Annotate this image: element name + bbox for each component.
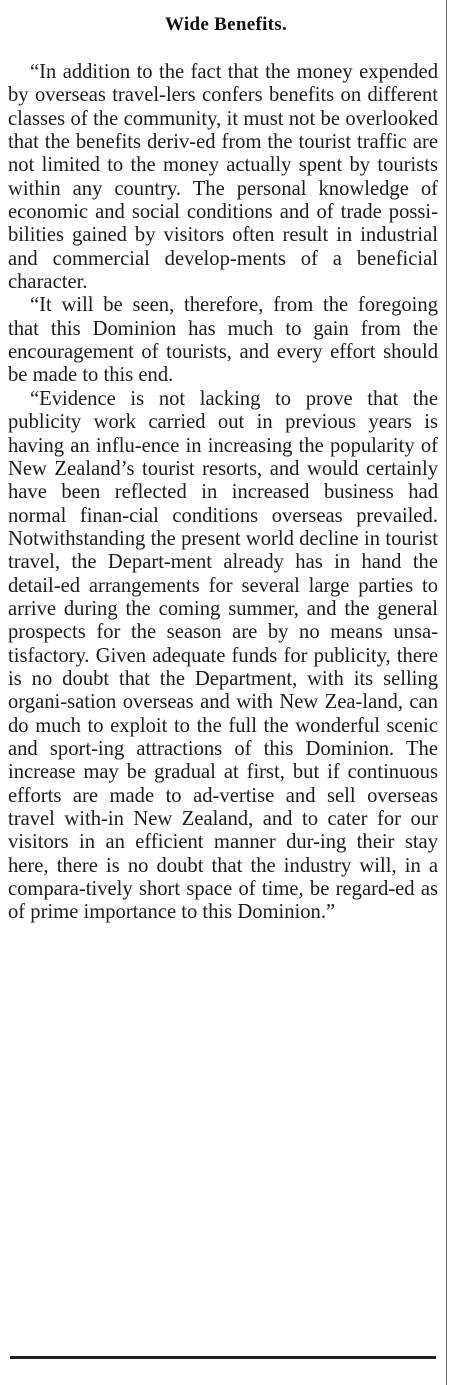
paragraph-evidence: “Evidence is not lacking to prove that the publicity work carried out in previous years is having an influ-ence in increasing the popularity of New Zealand’s tourist resorts, and would certainly have been reflected in increased business had normal finan-cial conditions overseas prevailed. Notwithstanding the present world decline in tourist travel, the Depart-ment already has in hand the detail-ed arrangements for several large parties to arrive during the coming summer, and the general prospects for the season are by no means unsa-tisfactory. Given adequate funds for publicity, there is no doubt that the Department, with its selling organi-sation overseas and with New Zea-land, can do much to exploit to the full the wonderful scenic and sport-ing attractions of this Dominion. The increase may be gradual at first, but if continuous efforts are made to ad-vertise and sell overseas travel with-in New Zealand, and to cater for our visitors in an efficient manner dur-ing their stay here, there is no doubt that the industry will, in a compara-tively short space of time, be regard-ed as of prime importance to this Dominion.” (8, 387, 438, 924)
article-heading: Wide Benefits. (164, 14, 288, 35)
article-body (8, 61, 438, 925)
paragraph-dominion: “It will be seen, therefore, from the foregoing that this Dominion has much to gain from the encouragement of tourists, and every effort should be made to this end. (8, 294, 438, 387)
bottom-divider (10, 1356, 436, 1359)
column-divider (446, 0, 447, 1385)
paragraph-benefits: “In addition to the fact that the money expended by overseas travel-lers confers benefits on different classes of the community, it must not be overlooked that the benefits deriv-ed from the tourist traffic are not limited to the money actually spent by tourists within any country. The personal knowledge of economic and social conditions and of trade possi-bilities gained by visitors often result in industrial and commercial develop-ments of a beneficial character. (8, 61, 438, 294)
